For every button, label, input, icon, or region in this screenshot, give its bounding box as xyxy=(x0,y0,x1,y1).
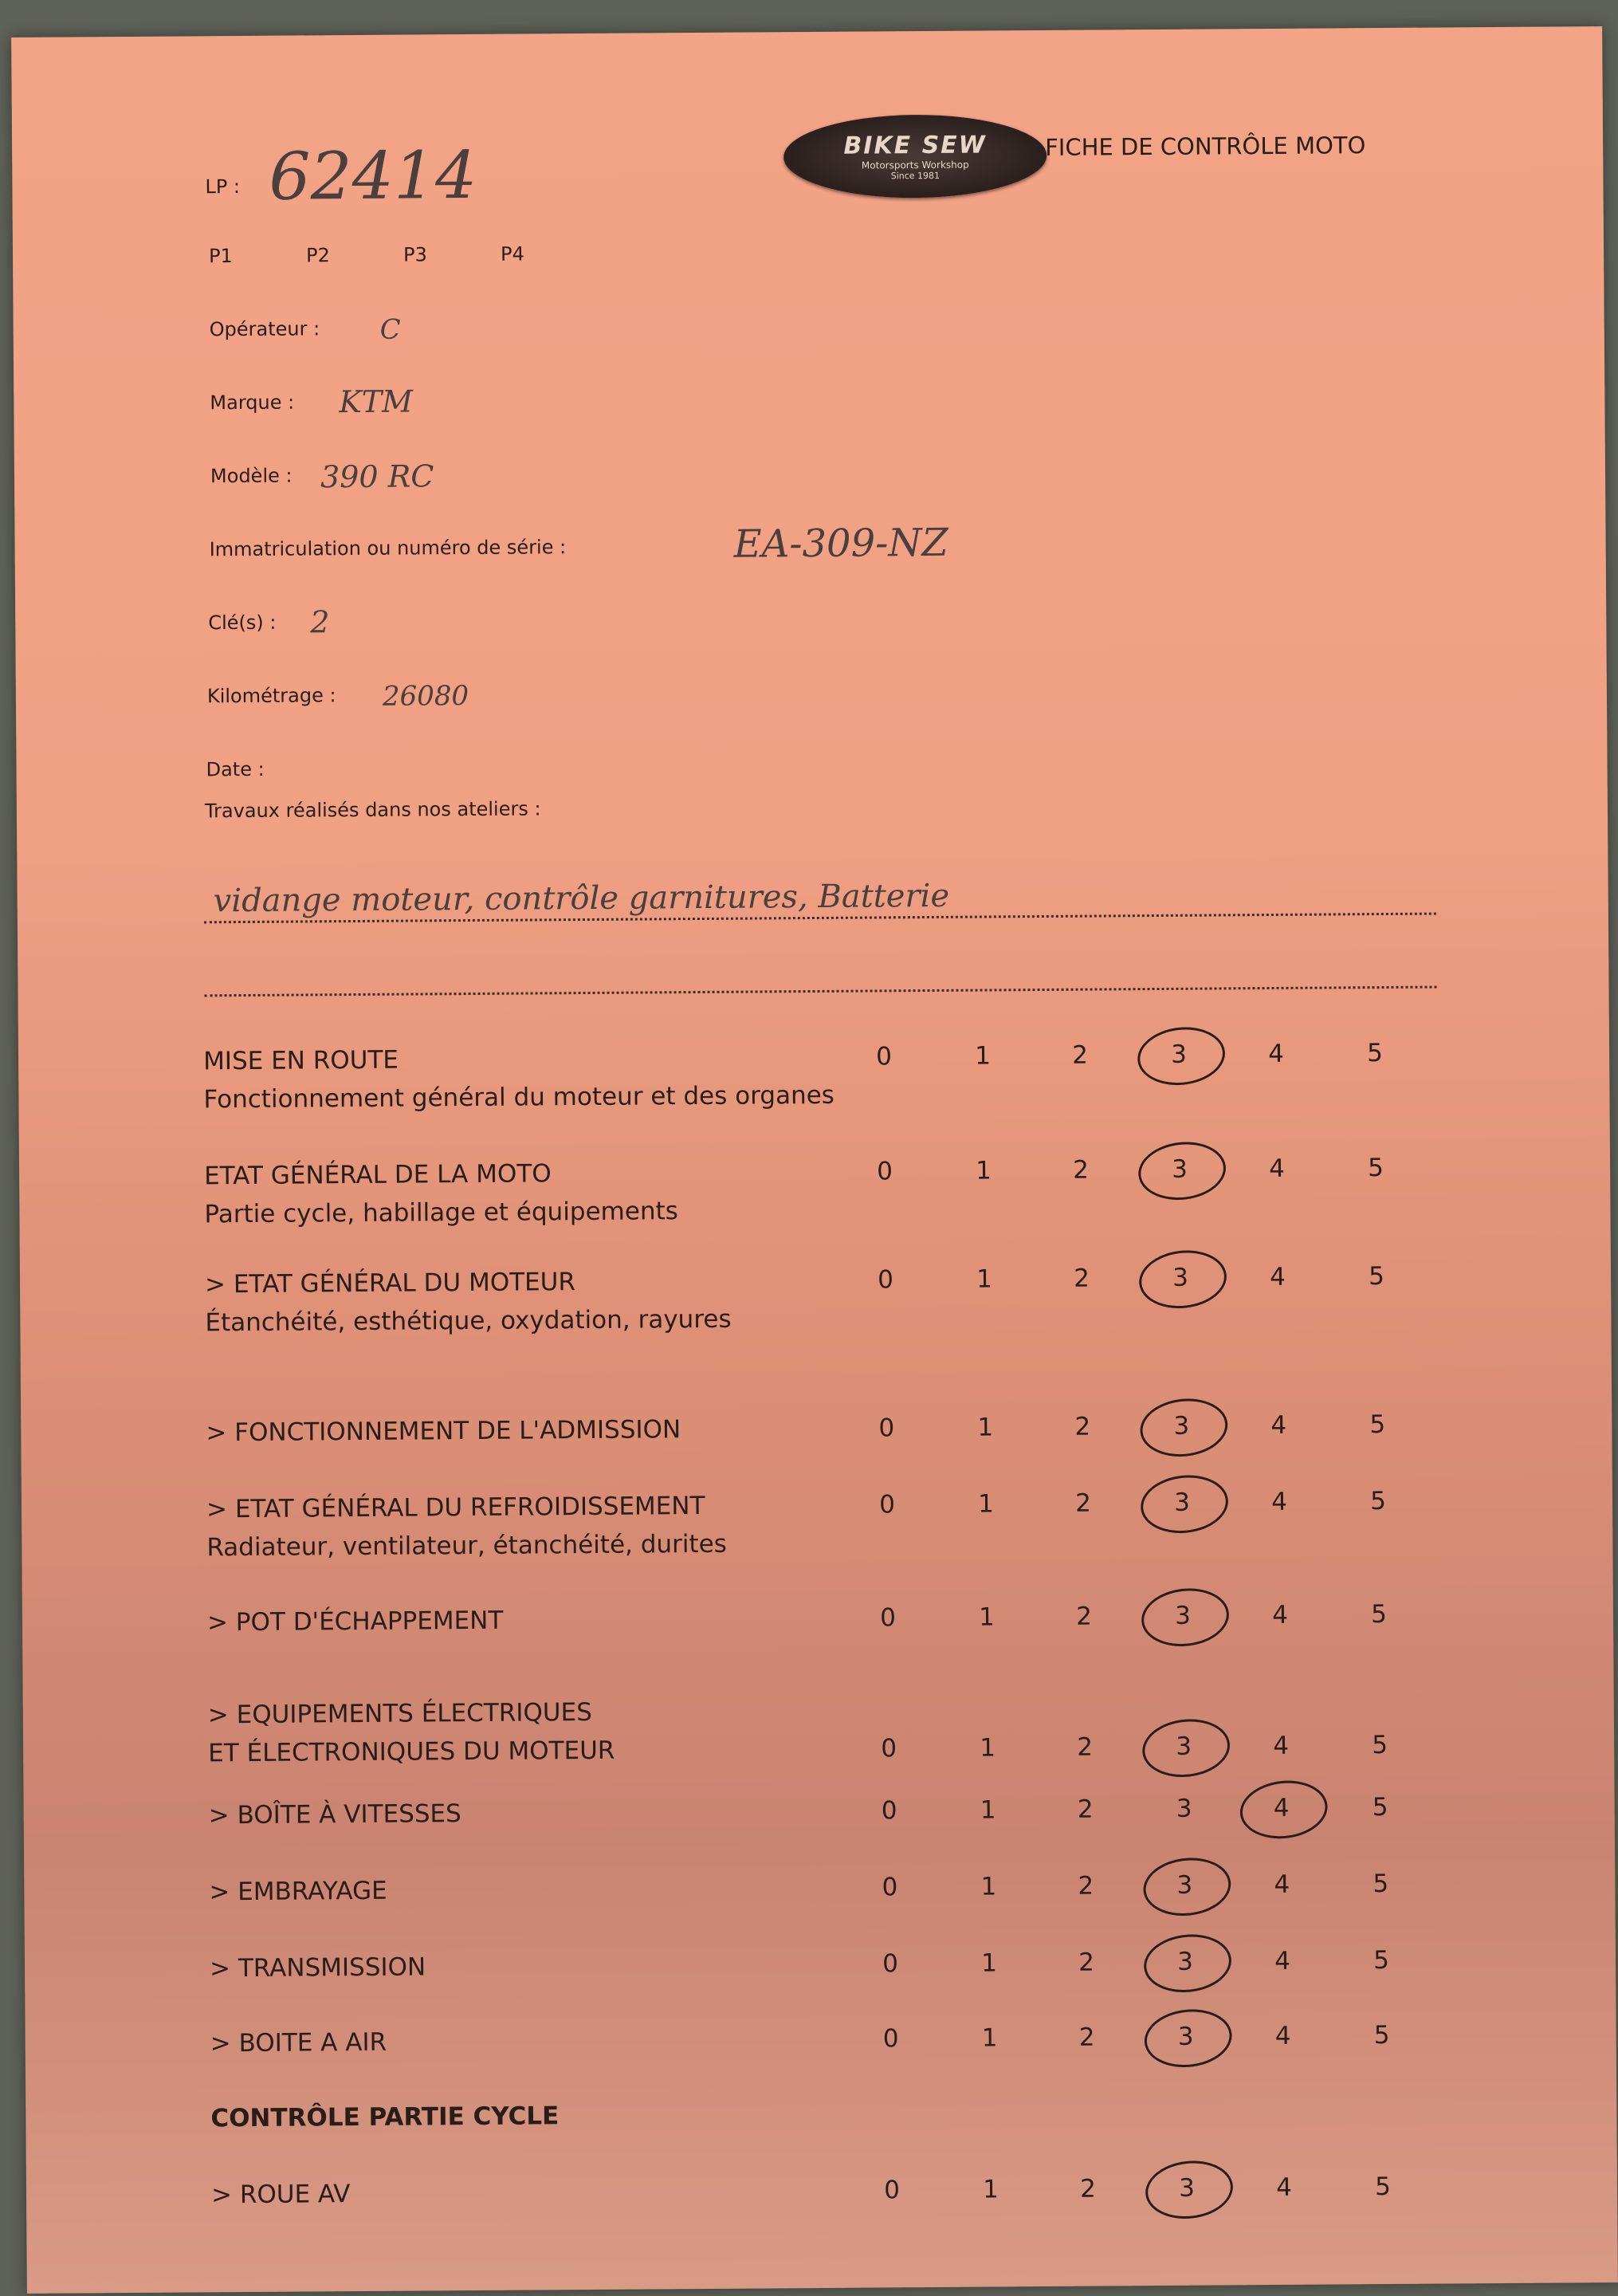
score-option[interactable]: 3 xyxy=(1177,2022,1194,2051)
score-option[interactable]: 4 xyxy=(1274,2021,1291,2050)
check-title: > ROUE AV xyxy=(210,2180,351,2210)
check-subtitle: Partie cycle, habillage et équipements xyxy=(204,1197,678,1229)
lp-number: 62414 xyxy=(269,137,477,215)
score-option[interactable]: 4 xyxy=(1269,1154,1286,1184)
score-option[interactable]: 2 xyxy=(1075,1488,1091,1518)
score-option[interactable]: 2 xyxy=(1078,1948,1095,1977)
marque-value: KTM xyxy=(339,383,414,420)
cles-value: 2 xyxy=(310,604,330,640)
score-option[interactable]: 2 xyxy=(1078,2023,1095,2052)
check-title: > EQUIPEMENTS ÉLECTRIQUES xyxy=(207,1697,592,1730)
score-option[interactable]: 4 xyxy=(1271,1487,1287,1517)
score-option[interactable]: 4 xyxy=(1273,1793,1290,1822)
score-option[interactable]: 5 xyxy=(1369,1262,1385,1292)
workshop-logo: BIKE SEW Motorsports Workshop Since 1981 xyxy=(783,114,1047,199)
selected-score-circle xyxy=(1141,1930,1234,1997)
dotted-line xyxy=(205,986,1437,997)
selected-score-circle xyxy=(1137,1394,1231,1461)
score-option[interactable]: 3 xyxy=(1172,1263,1189,1292)
score-option[interactable]: 5 xyxy=(1372,1730,1388,1760)
score-option[interactable]: 3 xyxy=(1179,2173,1196,2203)
score-option[interactable]: 5 xyxy=(1373,2020,1390,2050)
score-option[interactable]: 5 xyxy=(1370,1487,1386,1516)
check-title: > BOITE A AIR xyxy=(210,2027,387,2058)
score-option[interactable]: 1 xyxy=(978,1489,995,1519)
score-option[interactable]: 0 xyxy=(881,1734,897,1763)
date-label: Date : xyxy=(206,757,265,781)
score-option[interactable]: 4 xyxy=(1268,1039,1285,1069)
score-option[interactable]: 0 xyxy=(882,1873,898,1902)
score-option[interactable]: 2 xyxy=(1074,1412,1091,1441)
score-option[interactable]: 5 xyxy=(1369,1410,1386,1440)
selected-score-circle xyxy=(1141,2005,1235,2072)
check-title: > EMBRAYAGE xyxy=(209,1876,387,1907)
score-option[interactable]: 4 xyxy=(1276,2172,1292,2202)
position-label: P1 xyxy=(208,245,233,268)
score-option[interactable]: 2 xyxy=(1073,1155,1090,1185)
check-title: ETAT GÉNÉRAL DE LA MOTO xyxy=(203,1159,552,1191)
immat-value: EA-309-NZ xyxy=(733,520,948,567)
operateur-value: C xyxy=(379,313,401,346)
score-option[interactable]: 0 xyxy=(879,1490,896,1520)
score-option[interactable]: 2 xyxy=(1077,1795,1094,1824)
check-title: > ETAT GÉNÉRAL DU MOTEUR xyxy=(204,1268,576,1299)
score-option[interactable]: 3 xyxy=(1175,1601,1191,1630)
score-option[interactable]: 0 xyxy=(880,1603,896,1633)
selected-score-circle xyxy=(1138,1584,1231,1651)
check-subtitle: ET ÉLECTRONIQUES DU MOTEUR xyxy=(208,1736,615,1768)
score-option[interactable]: 4 xyxy=(1273,1731,1290,1761)
score-option[interactable]: 4 xyxy=(1271,1600,1288,1630)
score-option[interactable]: 1 xyxy=(980,1733,996,1763)
score-option[interactable]: 0 xyxy=(882,2024,899,2054)
score-option[interactable]: 4 xyxy=(1274,1869,1290,1899)
modele-value: 390 RC xyxy=(320,458,434,495)
score-option[interactable]: 0 xyxy=(878,1265,894,1295)
score-option[interactable]: 5 xyxy=(1375,2172,1391,2202)
score-option[interactable]: 3 xyxy=(1171,1040,1188,1069)
score-option[interactable]: 0 xyxy=(878,1413,895,1443)
score-option[interactable]: 3 xyxy=(1173,1411,1190,1441)
score-option[interactable]: 2 xyxy=(1076,1602,1092,1631)
score-option[interactable]: 3 xyxy=(1176,1732,1192,1761)
score-option[interactable]: 1 xyxy=(977,1413,994,1442)
score-option[interactable]: 2 xyxy=(1078,1871,1094,1901)
score-option[interactable]: 3 xyxy=(1177,1947,1194,1976)
operateur-label: Opérateur : xyxy=(209,317,320,341)
score-option[interactable]: 1 xyxy=(976,1264,993,1294)
check-subtitle: Radiateur, ventilateur, étanchéité, durites xyxy=(206,1529,727,1563)
score-option[interactable]: 1 xyxy=(976,1156,992,1185)
form-title: FICHE DE CONTRÔLE MOTO xyxy=(1045,132,1366,161)
score-option[interactable]: 3 xyxy=(1176,1794,1192,1823)
check-title: MISE EN ROUTE xyxy=(202,1045,399,1076)
score-option[interactable]: 1 xyxy=(981,1948,998,1978)
travaux-value: vidange moteur, contrôle garnitures, Batterie xyxy=(213,877,950,920)
score-option[interactable]: 2 xyxy=(1074,1264,1090,1293)
score-option[interactable]: 3 xyxy=(1176,1870,1193,1900)
score-option[interactable]: 0 xyxy=(876,1042,893,1071)
selected-score-circle xyxy=(1135,1138,1228,1205)
travaux-label: Travaux réalisés dans nos ateliers : xyxy=(204,797,541,823)
score-option[interactable]: 0 xyxy=(877,1157,893,1186)
check-title: > TRANSMISSION xyxy=(209,1952,426,1983)
score-option[interactable]: 1 xyxy=(980,1872,997,1901)
score-option[interactable]: 1 xyxy=(975,1041,992,1071)
score-option[interactable]: 5 xyxy=(1370,1600,1387,1630)
position-label: P2 xyxy=(305,244,330,267)
modele-label: Modèle : xyxy=(210,464,293,488)
score-option[interactable]: 4 xyxy=(1274,1946,1291,1976)
check-subtitle: Fonctionnement général du moteur et des organes xyxy=(203,1080,835,1115)
inspection-sheet xyxy=(11,26,1618,2294)
cles-label: Clé(s) : xyxy=(208,611,277,635)
score-option[interactable]: 5 xyxy=(1368,1154,1384,1183)
score-option[interactable]: 0 xyxy=(881,1796,897,1826)
score-option[interactable]: 5 xyxy=(1373,1945,1390,1976)
score-option[interactable]: 0 xyxy=(882,1949,899,1979)
km-value: 26080 xyxy=(382,680,469,713)
score-option[interactable]: 1 xyxy=(983,2175,999,2204)
selected-score-circle xyxy=(1142,2156,1235,2223)
score-option[interactable]: 1 xyxy=(979,1602,995,1632)
check-title: > FONCTIONNEMENT DE L'ADMISSION xyxy=(206,1415,681,1448)
position-label: P4 xyxy=(500,242,524,265)
selected-score-circle xyxy=(1237,1776,1330,1843)
score-option[interactable]: 2 xyxy=(1072,1040,1089,1070)
section-title: CONTRÔLE PARTIE CYCLE xyxy=(210,2101,560,2133)
score-option[interactable]: 1 xyxy=(981,2023,998,2053)
selected-score-circle xyxy=(1134,1023,1227,1090)
selected-score-circle xyxy=(1136,1246,1229,1313)
score-option[interactable]: 5 xyxy=(1367,1039,1384,1068)
score-option[interactable]: 2 xyxy=(1077,1732,1094,1762)
selected-score-circle xyxy=(1139,1715,1232,1782)
position-label: P3 xyxy=(403,243,427,266)
score-option[interactable]: 3 xyxy=(1172,1154,1188,1184)
immat-label: Immatriculation ou numéro de série : xyxy=(209,536,567,561)
score-option[interactable]: 3 xyxy=(1174,1488,1190,1517)
score-option[interactable]: 0 xyxy=(884,2176,901,2205)
marque-label: Marque : xyxy=(210,391,295,415)
selected-score-circle xyxy=(1137,1471,1231,1538)
score-option[interactable]: 5 xyxy=(1372,1792,1388,1822)
check-title: > BOÎTE À VITESSES xyxy=(208,1799,461,1830)
selected-score-circle xyxy=(1141,1854,1234,1921)
check-title: > ETAT GÉNÉRAL DU REFROIDISSEMENT xyxy=(206,1491,705,1524)
check-title: > POT D'ÉCHAPPEMENT xyxy=(206,1606,504,1637)
check-subtitle: Étanchéité, esthétique, oxydation, rayures xyxy=(205,1304,732,1338)
score-option[interactable]: 5 xyxy=(1373,1869,1389,1899)
score-option[interactable]: 4 xyxy=(1270,1262,1286,1292)
lp-label: LP : xyxy=(205,175,241,199)
score-option[interactable]: 1 xyxy=(980,1795,996,1825)
score-option[interactable]: 4 xyxy=(1270,1410,1287,1441)
score-option[interactable]: 2 xyxy=(1080,2174,1097,2204)
km-label: Kilométrage : xyxy=(206,684,336,708)
